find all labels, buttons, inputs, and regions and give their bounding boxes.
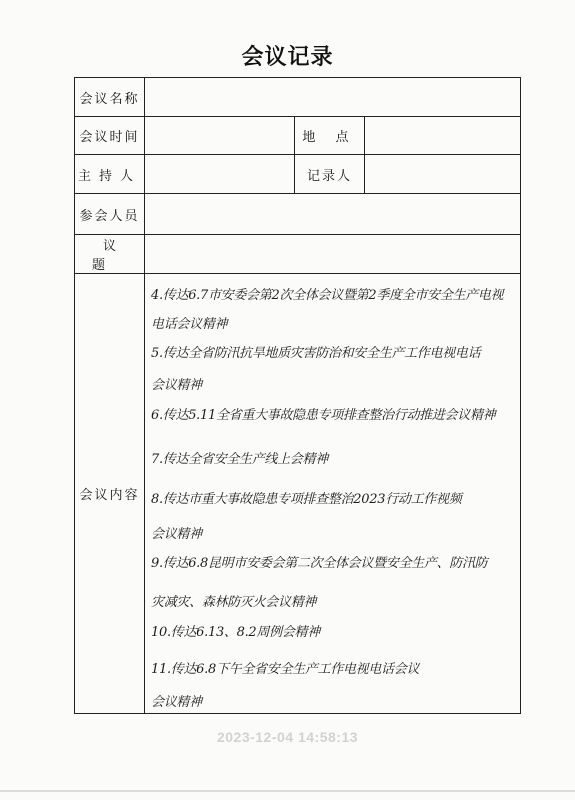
content-line: 11.传达6.8下午全省安全生产工作电视电话会议 bbox=[151, 662, 420, 677]
label-host: 主持人 bbox=[75, 155, 145, 194]
handwritten-content bbox=[145, 274, 520, 713]
content-line: 6.传达5.11全省重大事故隐患专项排查整治行动推进会议精神 bbox=[151, 408, 496, 423]
content-line: 会议精神 bbox=[151, 695, 202, 710]
row-meeting-name bbox=[75, 78, 521, 117]
value-meeting-name bbox=[145, 78, 521, 117]
value-host bbox=[145, 155, 295, 194]
value-content bbox=[145, 274, 521, 714]
content-line: 4.传达6.7市安委会第2次全体会议暨第2季度全市安全生产电视 bbox=[151, 288, 504, 303]
value-recorder bbox=[365, 155, 521, 194]
label-meeting-name: 会议名称 bbox=[75, 78, 145, 117]
content-line: 9.传达6.8昆明市安委会第二次全体会议暨安全生产、防汛防 bbox=[151, 556, 488, 571]
label-recorder: 记录人 bbox=[295, 155, 365, 194]
content-line: 8.传达市重大事故隐患专项排查整治2023行动工作视频 bbox=[151, 492, 462, 507]
content-line: 7.传达全省安全生产线上会精神 bbox=[151, 452, 328, 467]
label-meeting-time: 会议时间 bbox=[75, 117, 145, 155]
content-line: 会议精神 bbox=[151, 527, 202, 542]
content-line: 5.传达全省防汛抗旱地质灾害防治和安全生产工作电视电话 bbox=[151, 346, 481, 361]
content-line: 灾减灾、森林防灭火会议精神 bbox=[151, 595, 317, 610]
value-attendees bbox=[145, 194, 521, 235]
label-content: 会议内容 bbox=[75, 274, 145, 714]
label-topic: 议 题 bbox=[75, 235, 145, 274]
content-line: 10.传达6.13、8.2周例会精神 bbox=[151, 625, 320, 640]
label-location: 地 点 bbox=[295, 117, 365, 155]
content-line: 电话会议精神 bbox=[151, 317, 228, 332]
row-attendees bbox=[75, 194, 521, 235]
row-topic bbox=[75, 235, 521, 274]
label-attendees: 参会人员 bbox=[75, 194, 145, 235]
document-title: 会议记录 bbox=[241, 45, 334, 70]
value-location bbox=[365, 117, 521, 155]
row-content bbox=[75, 274, 521, 714]
meeting-record-table bbox=[74, 77, 521, 714]
value-topic bbox=[145, 235, 521, 274]
row-time-location bbox=[75, 117, 521, 155]
scan-timestamp: 2023-12-04 14:58:13 bbox=[216, 729, 359, 745]
bottom-divider bbox=[0, 790, 575, 792]
row-host-recorder bbox=[75, 155, 521, 194]
content-line: 会议精神 bbox=[151, 378, 202, 393]
value-meeting-time bbox=[145, 117, 295, 155]
